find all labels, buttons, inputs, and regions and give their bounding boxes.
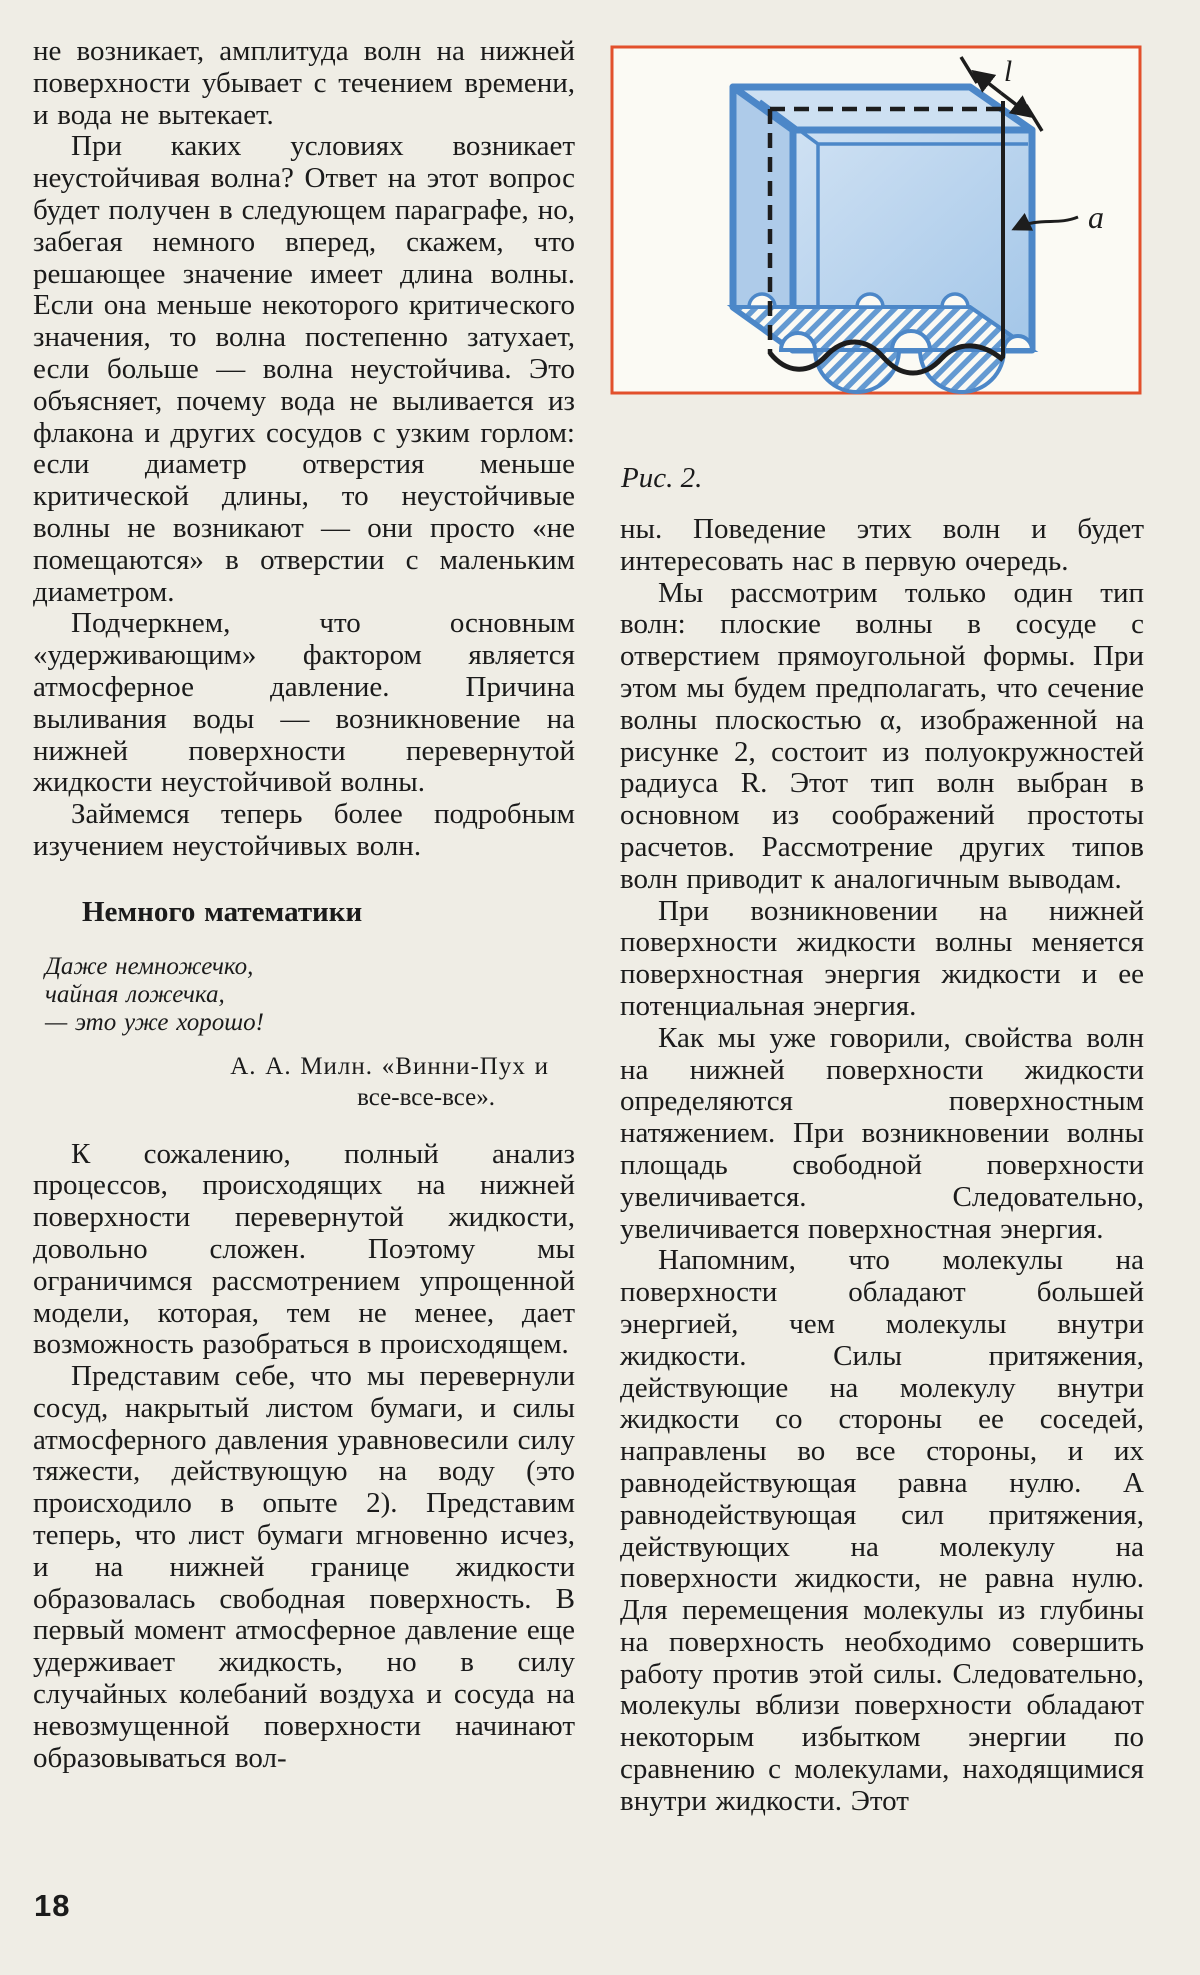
- wave-crest-notch: [1004, 336, 1032, 350]
- left-column-bottom-paragraphs: [33, 1139, 575, 1775]
- plane-label: a: [1088, 199, 1104, 235]
- left-column-top-paragraphs: [33, 36, 575, 863]
- epigraph-line: чайная ложечка,: [45, 980, 225, 1008]
- paragraph: К сожалению, полный анализ процессов, происходящих на нижней поверхности перевернутой жидкости, довольно сложен. Поэтому мы ограничимся рассмотрением упрощенной модели, которая, тем не менее, дает возможность разобраться в происходящем.: [33, 1137, 575, 1361]
- right-column: [620, 514, 1144, 1818]
- left-column: [33, 36, 575, 1774]
- epigraph-line: Даже немножечко,: [45, 952, 254, 980]
- length-label: l: [1003, 55, 1013, 88]
- epigraph-line: — это уже хорошо!: [45, 1008, 264, 1036]
- paragraph: Как мы уже говорили, свойства волн на нижней поверхности жидкости определяются поверхностным натяжением. При возникновении волны площадь свободной поверхности увеличивается. Следовательно, увеличивается поверхностная энергия.: [620, 1021, 1144, 1245]
- figure-2-drawing: [610, 45, 1142, 395]
- figure-caption: Рис. 2.: [621, 462, 703, 494]
- epigraph-attribution: [33, 1051, 575, 1113]
- paragraph: Представим себе, что мы перевернули сосуд, накрытый листом бумаги, и силы атмосферного давления уравновесили силу тяжести, действующую на воду (это происходило в опыте 2). Представим теперь, что лист бумаги мгновенно исчез, и на нижней границе жидкости образовалась свободная поверхность. В первый момент атмосферное давление еще удерживает жидкость, но в силу случайных колебаний воздуха и сосуда на невозмущенной поверхности начинают образовываться вол-: [33, 1360, 575, 1774]
- epigraph: [45, 953, 575, 1037]
- paragraph: Напомним, что молекулы на поверхности обладают большей энергией, чем молекулы внутри жидкости. Силы притяжения, действующие на молекулу внутри жидкости со стороны ее соседей, направлены во все стороны, и их равнодействующая равна нулю. А равнодействующая сил притяжения, действующих на молекулу на поверхности жидкости, не равна нулю. Для перемещения молекулы из глубины на поверхность необходимо совершить работу против этой силы. Следовательно, молекулы вблизи поверхности обладают некоторым избытком энергии по сравнению с молекулами, находящимися внутри жидкости. Этот: [620, 1244, 1144, 1817]
- wave-crest-notch: [942, 294, 968, 307]
- paragraph: При каких условиях возникает неустойчивая волна? Ответ на этот вопрос будет получен в следующем параграфе, но, забегая немного вперед, скажем, что решающее значение имеет длина волны. Если она меньше некоторого критического значения, то волна постепенно затухает, если больше — волна неустойчива. Это объясняет, почему вода не выливается из флакона и других сосудов с узким горлом: если диаметр отверстия меньше критической длины, то неустойчивые волны не возникают — они просто «не помещаются» в отверстии с маленьким диаметром.: [33, 130, 575, 608]
- paragraph: Подчеркнем, что основным «удерживающим» фактором является атмосферное давление. Причина выливания воды — возникновение на нижней поверхности перевернутой жидкости неустойчивой волны.: [33, 607, 575, 799]
- paragraph: не возникает, амплитуда волн на нижней поверхности убывает с течением времени, и вода не вытекает.: [33, 35, 575, 131]
- paragraph: Мы рассмотрим только один тип волн: плоские волны в сосуде с отверстием прямоугольной формы. При этом мы будем предполагать, что сечение волны плоскостью α, изображенной на рисунке 2, состоит из полуокружностей радиуса R. Этот тип волн выбран в основном из соображений простоты расчетов. Рассмотрение других типов волн приводит к аналогичным выводам.: [620, 576, 1144, 895]
- paragraph: При возникновении на нижней поверхности жидкости волны меняется поверхностная энергия жидкости и ее потенциальная энергия.: [620, 894, 1144, 1022]
- paragraph: Займемся теперь более подробным изучением неустойчивых волн.: [33, 798, 575, 862]
- figure-2: [610, 45, 1142, 395]
- paragraph: ны. Поведение этих волн и будет интересовать нас в первую очередь.: [620, 513, 1144, 577]
- section-heading: Немного математики: [82, 895, 363, 928]
- attribution-line: все-все-все».: [357, 1083, 495, 1111]
- attribution-line: А. А. Милн. «Винни-Пух и: [230, 1052, 549, 1080]
- right-column-paragraphs: [620, 514, 1144, 1818]
- wave-crest-notch: [892, 331, 930, 350]
- wave-crest-notch: [781, 333, 815, 350]
- page-number: 18: [34, 1888, 71, 1923]
- wave-crest-notch: [857, 294, 883, 307]
